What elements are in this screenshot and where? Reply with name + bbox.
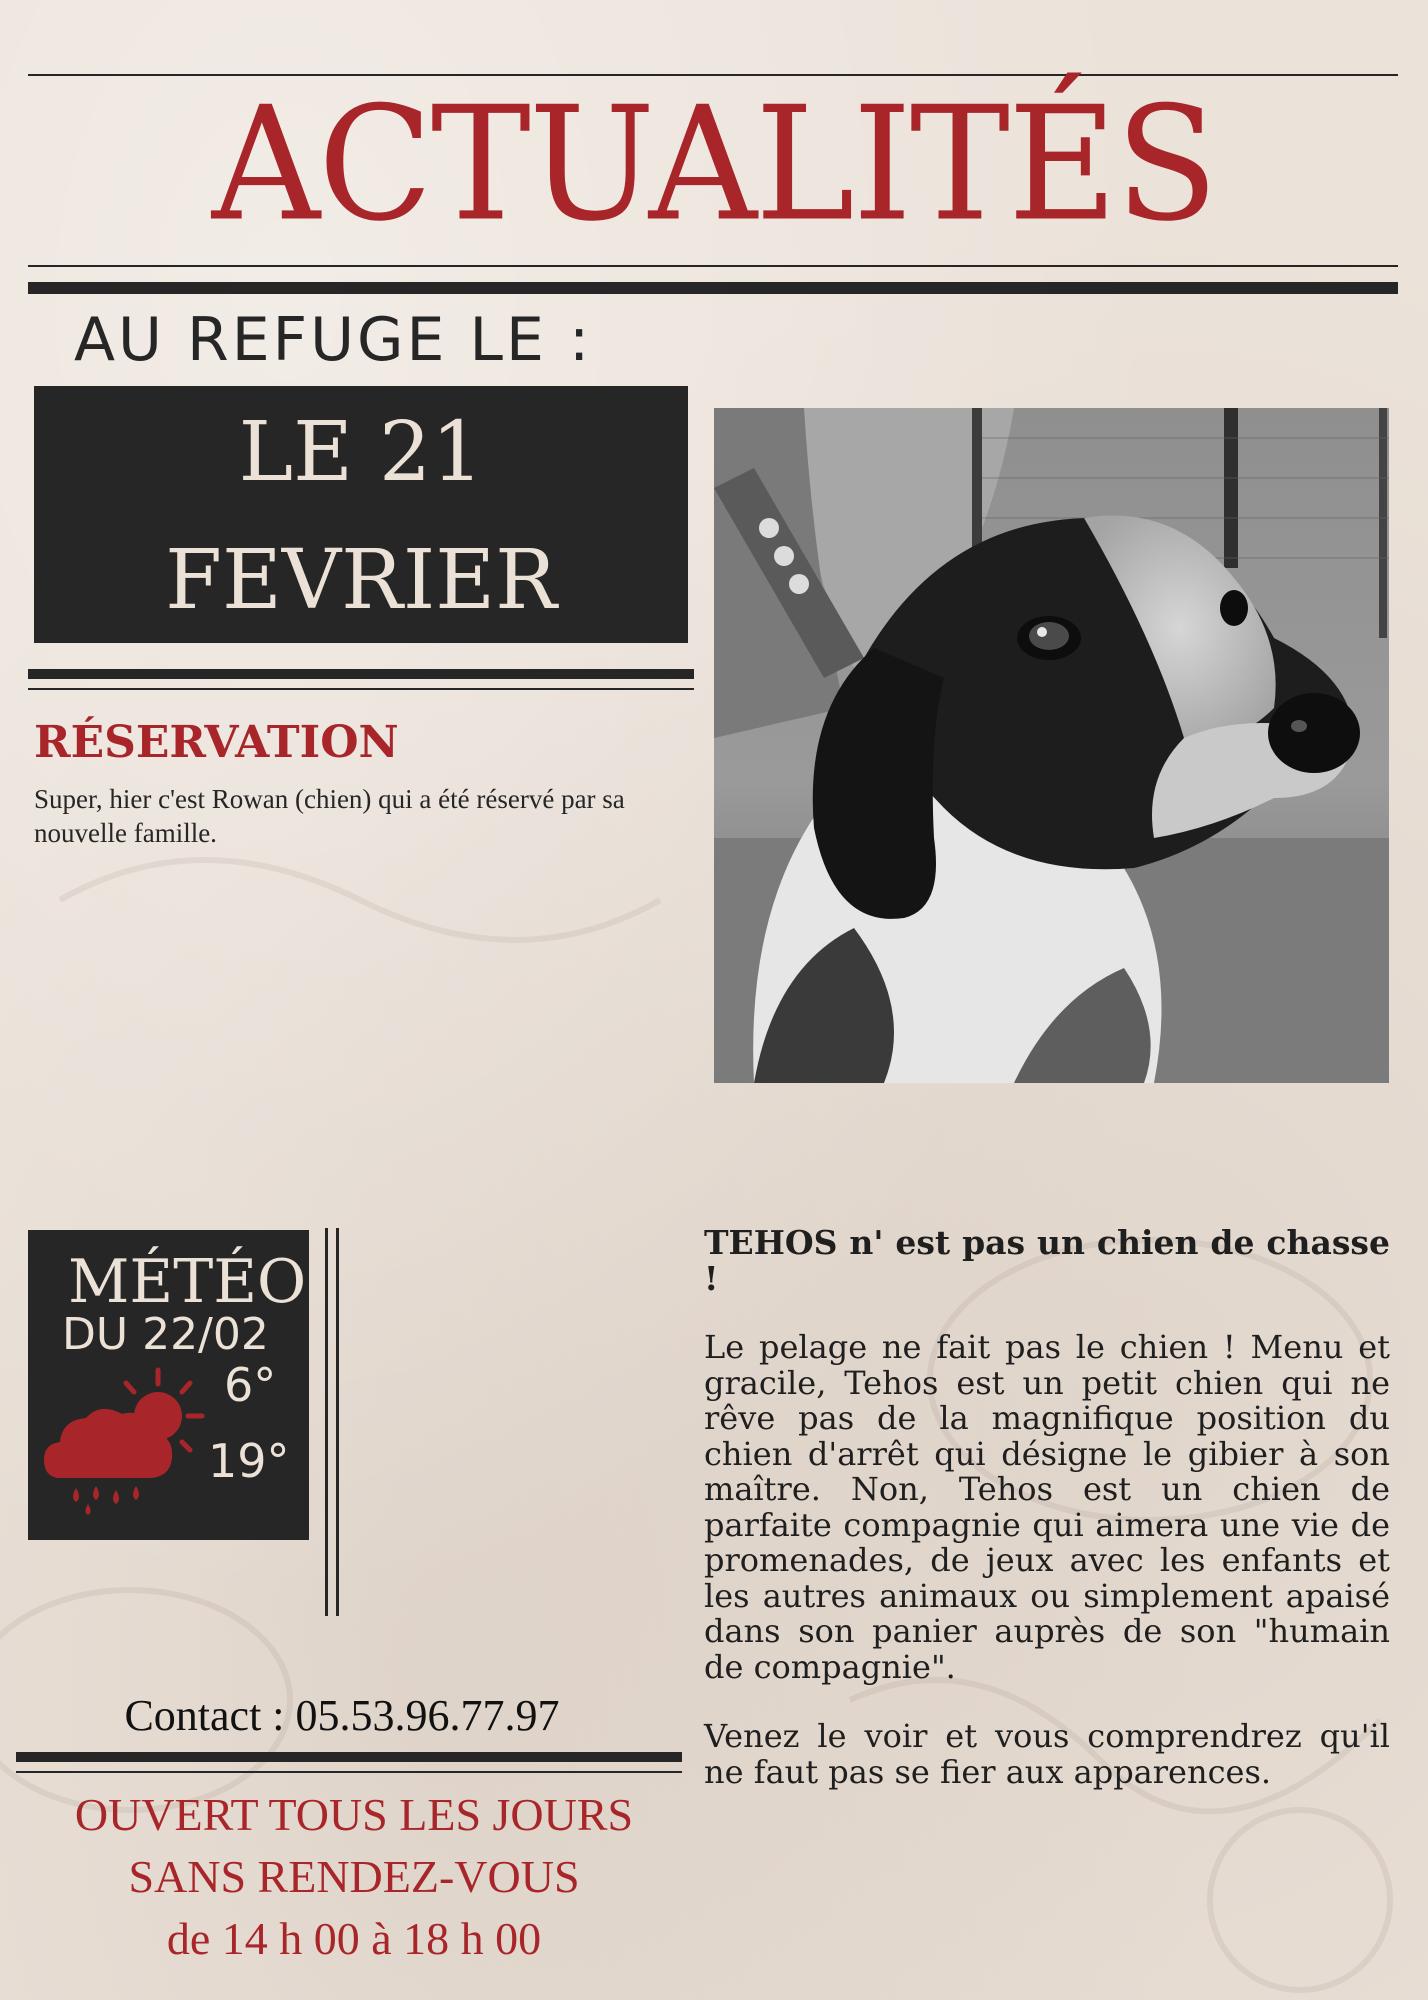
opening-days: OUVERT TOUS LES JOURS (74, 1789, 634, 1840)
date-rule-thin (28, 688, 694, 690)
footer-rule-thin (16, 1771, 682, 1773)
reservation-heading: RÉSERVATION (34, 717, 399, 768)
contact-line: Contact : 05.53.96.77.97 (124, 1691, 560, 1740)
article-paragraph-1: Le pelage ne fait pas le chien ! Menu et gracile, Tehos est un petit chien qui ne rêve pas de la magnifique position du chien d'arrêt qui désigne le gibier à son maître. Non, Tehos est un chien de parfaite compagnie qui aimera une vie de promenades, de jeux avec les enfants et les autres animaux ou simplement apaisé dans son panier auprès de son "humain de compagnie". (704, 1328, 1390, 1686)
title-rule-thick (28, 282, 1398, 294)
weather-rule-1 (325, 1228, 328, 1616)
article-title: TEHOS n' est pas un chien de chasse ! (704, 1223, 1390, 1298)
subtitle: AU REFUGE LE : (74, 305, 593, 375)
date-line-1: LE 21 (238, 405, 484, 500)
opening-hours: de 14 h 00 à 18 h 00 (166, 1913, 542, 1964)
weather-title: MÉTÉO (68, 1247, 307, 1317)
footer-rule-thick (16, 1752, 682, 1762)
temp-low: 6° (224, 1358, 277, 1412)
page-title: ACTUALITÉS (211, 73, 1217, 257)
date-line-2: FEVRIER (165, 533, 557, 628)
dog-photo (714, 408, 1389, 1083)
date-rule-thick (28, 669, 694, 679)
rain-sun-cloud-icon (36, 1358, 216, 1518)
temp-high: 19° (208, 1434, 290, 1488)
weather-box (28, 1230, 309, 1540)
title-rule-thin (28, 265, 1398, 267)
date-box (34, 386, 688, 643)
reservation-text: Super, hier c'est Rowan (chien) qui a été réservé par sa nouvelle famille. (34, 784, 625, 848)
opening-appointment: SANS RENDEZ-VOUS (128, 1851, 580, 1902)
article-paragraph-2: Venez le voir et vous comprendrez qu'il ne faut pas se fier aux apparences. (704, 1717, 1390, 1791)
weather-rule-2 (336, 1228, 339, 1616)
weather-date: DU 22/02 (62, 1309, 269, 1360)
article-body (704, 1330, 1390, 1824)
